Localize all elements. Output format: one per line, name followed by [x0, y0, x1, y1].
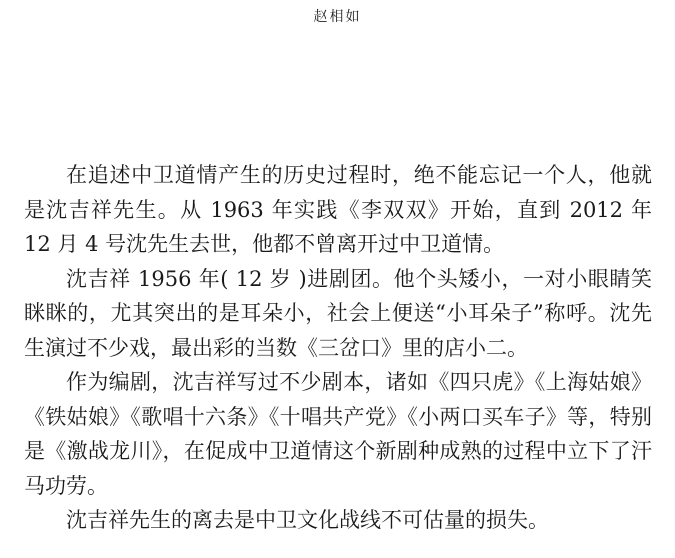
paragraph-4: 沈吉祥先生的离去是中卫文化战线不可估量的损失。: [66, 508, 549, 532]
author-name: 赵相如: [313, 9, 362, 25]
paragraph-1: 在追述中卫道情产生的历史过程时，绝不能忘记一个人，他就是沈吉祥先生。从 1963 年实践《李双双》开始，直到 2012 年 12 月 4 号沈先生去世，他都不曾离开过中卫道情。: [24, 163, 652, 256]
article-body: [24, 158, 652, 538]
paragraph-2: 沈吉祥 1956 年( 12 岁 )进剧团。他个头矮小，一对小眼睛笑眯眯的，尤其突出的是耳朵小，社会上便送“小耳朵子”称呼。沈先生演过不少戏，最出彩的当数《三岔口》里的店小二。: [24, 266, 652, 360]
paragraph-3: 作为编剧，沈吉祥写过不少剧本，诸如《四只虎》《上海姑娘》《铁姑娘》《歌唱十六条》《十唱共产党》《小两口买车子》等，特别是《激战龙川》，在促成中卫道情这个新剧种成熟的过程中立下了汗马功劳。: [24, 370, 652, 498]
